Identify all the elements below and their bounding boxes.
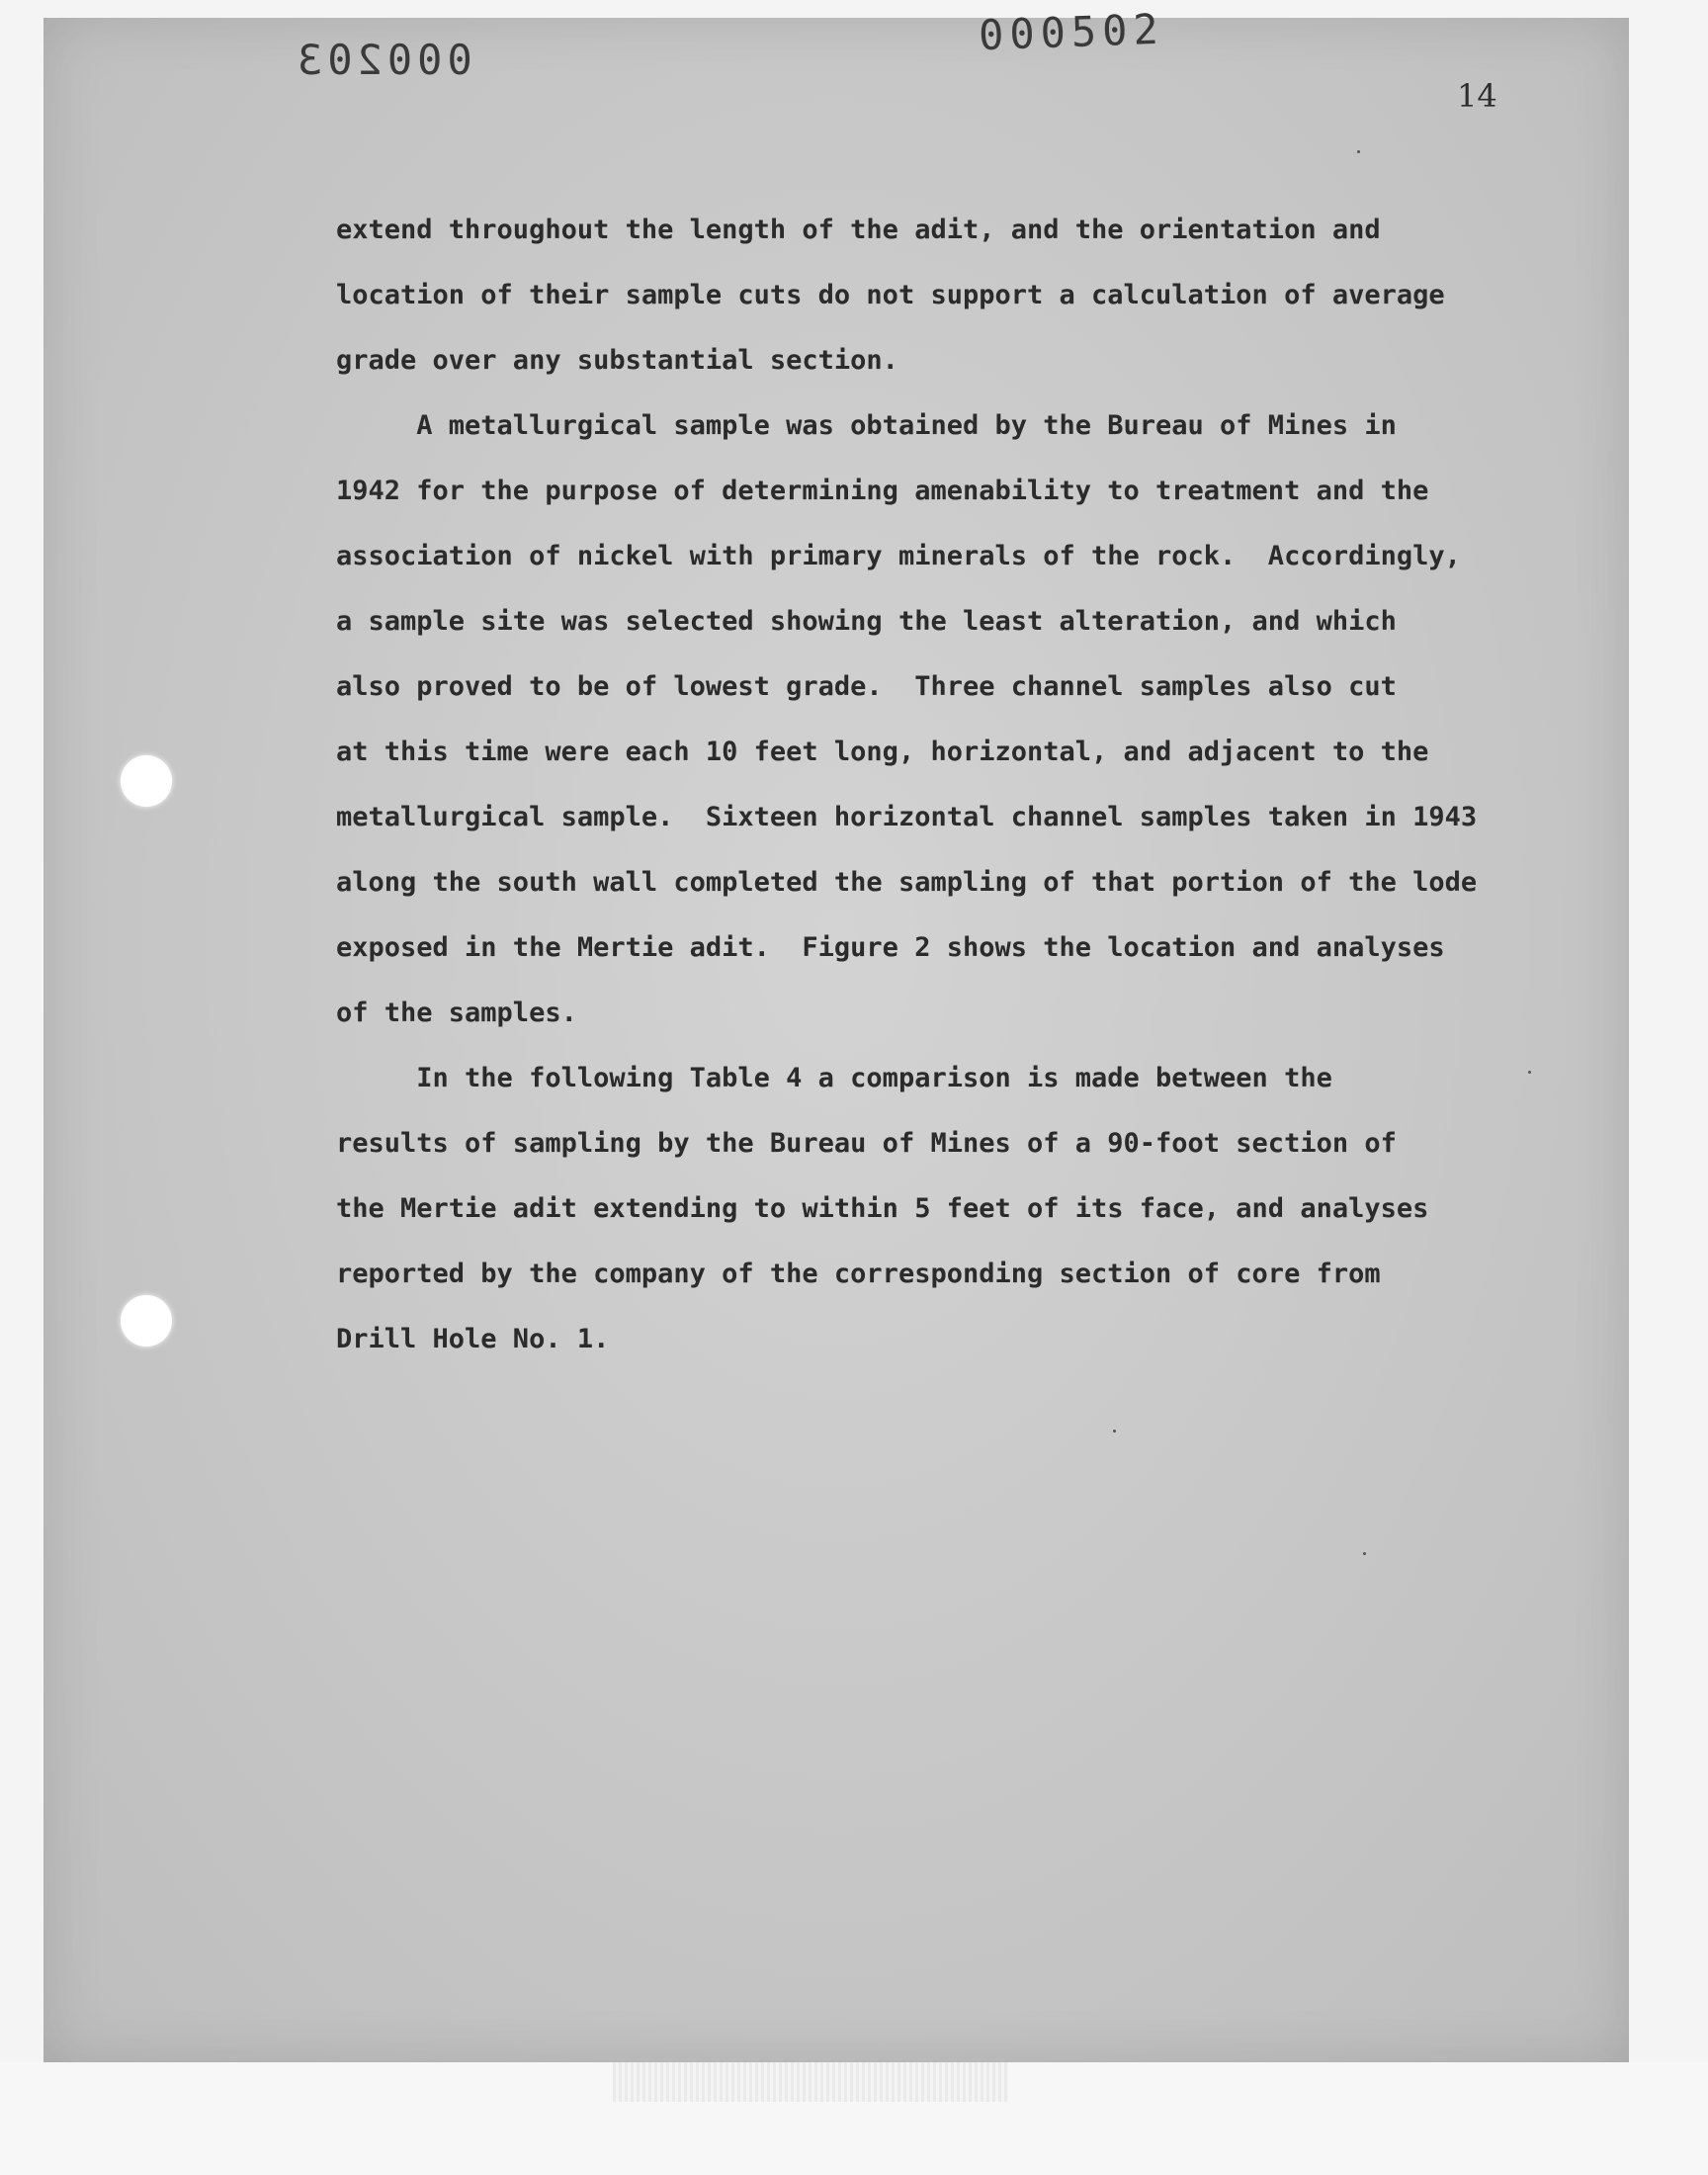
scan-artifact	[613, 2062, 1008, 2102]
text-line: reported by the company of the corresponding section of core from	[336, 1259, 1381, 1289]
document-stamp-mirrored: 000203	[293, 36, 472, 84]
scan-speck	[1113, 1430, 1116, 1433]
text-line: Drill Hole No. 1.	[336, 1324, 610, 1354]
page-number: 14	[1457, 77, 1497, 115]
text-line: A metallurgical sample was obtained by the Bureau of Mines in	[336, 410, 1397, 441]
scan-speck	[1363, 1552, 1366, 1555]
text-line: In the following Table 4 a comparison is made between the	[336, 1063, 1332, 1093]
text-line: results of sampling by the Bureau of Mines of a 90-foot section of	[336, 1128, 1397, 1159]
text-line: 1942 for the purpose of determining amenability to treatment and the	[336, 476, 1429, 506]
text-line: exposed in the Mertie adit. Figure 2 shows the location and analyses	[336, 932, 1445, 963]
text-line: association of nickel with primary minerals of the rock. Accordingly,	[336, 541, 1461, 571]
punch-hole-top	[121, 755, 172, 807]
text-line: of the samples.	[336, 998, 577, 1028]
scan-speck	[1528, 1071, 1531, 1074]
scan-speck	[1357, 150, 1360, 153]
text-line: also proved to be of lowest grade. Three channel samples also cut	[336, 671, 1397, 702]
text-line: metallurgical sample. Sixteen horizontal channel samples taken in 1943	[336, 802, 1478, 832]
text-line: at this time were each 10 feet long, horizontal, and adjacent to the	[336, 737, 1429, 767]
punch-hole-bottom	[121, 1295, 172, 1347]
document-stamp: 000502	[978, 4, 1165, 60]
body-text	[336, 198, 1522, 1372]
text-line: a sample site was selected showing the least alteration, and which	[336, 606, 1397, 637]
text-line: along the south wall completed the sampling of that portion of the lode	[336, 867, 1478, 898]
text-line: grade over any substantial section.	[336, 345, 898, 376]
text-line: location of their sample cuts do not support a calculation of average	[336, 280, 1445, 310]
text-line: the Mertie adit extending to within 5 feet of its face, and analyses	[336, 1193, 1429, 1224]
text-line: extend throughout the length of the adit, and the orientation and	[336, 215, 1381, 245]
